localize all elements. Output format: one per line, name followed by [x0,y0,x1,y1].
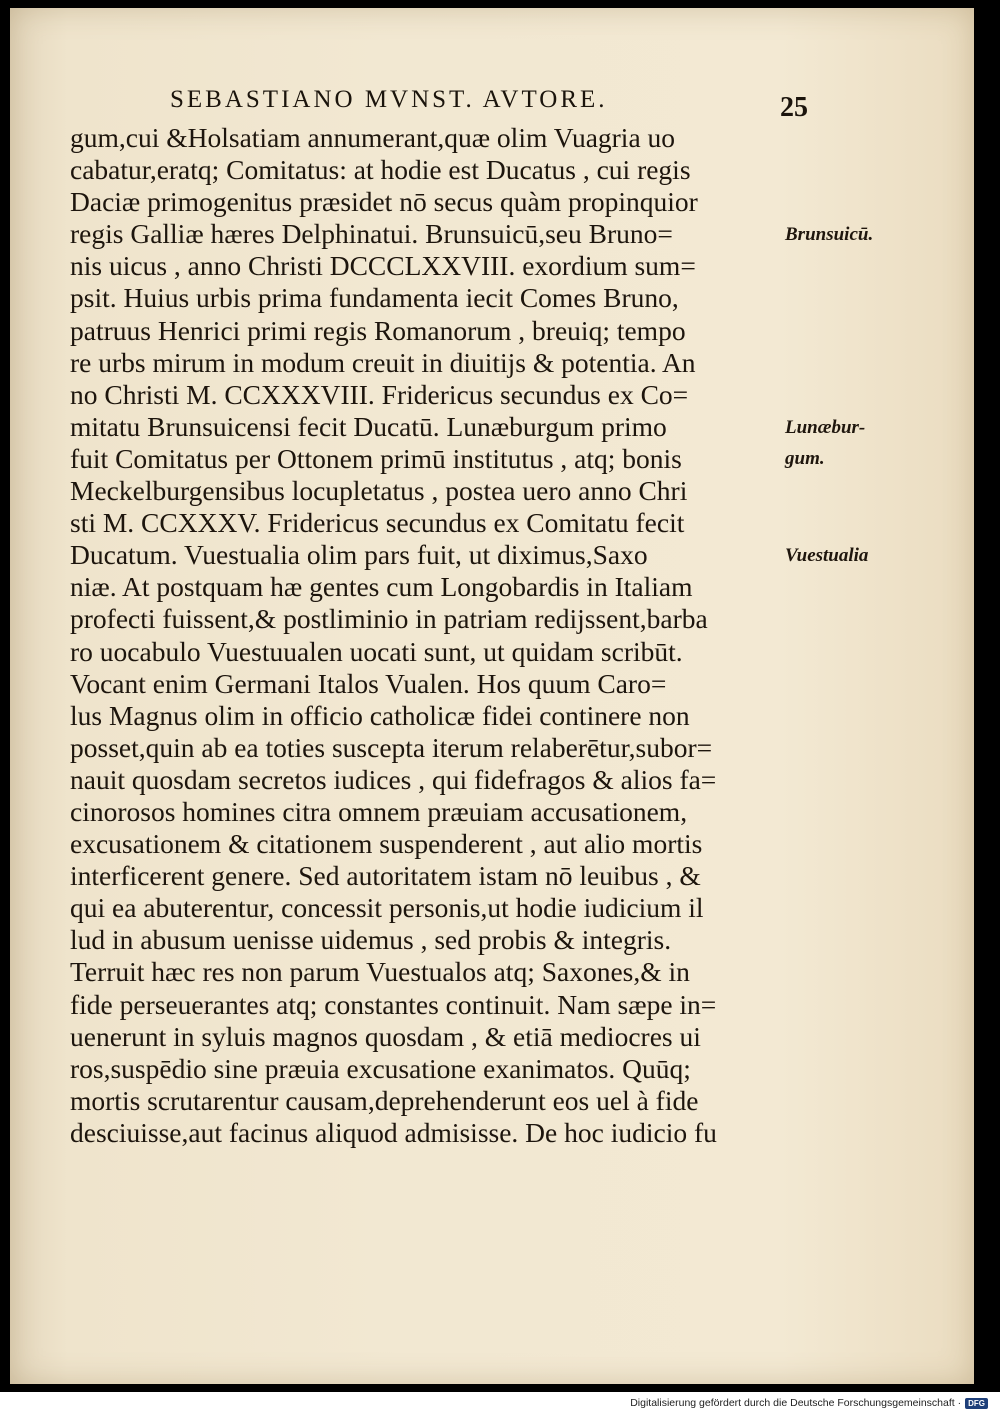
footer-text: Digitalisierung gefördert durch die Deutsche Forschungsgemeinschaft · [630,1397,962,1409]
text-line: ro uocabulo Vuestuualen uocati sunt, ut quidam scribūt. [70,635,683,667]
text-line: mitatu Brunsuicensi fecit Ducatū. Lunæburgum primo [70,410,667,442]
text-line: interficerent genere. Sed autoritatem istam nō leuibus , & [70,860,701,892]
text-line: niæ. At postquam hæ gentes cum Longobardis in Italiam [70,571,693,603]
text-line: re urbs mirum in modum creuit in diuitijs & potentia. An [70,346,696,378]
text-line: ros,suspēdio sine præuia excusatione exanimatos. Quūq; [70,1052,691,1084]
book-page [10,8,974,1384]
text-line: regis Galliæ hæres Delphinatui. Brunsuicū,seu Bruno= [70,218,673,250]
body-text [70,122,780,1149]
text-line: uenerunt in syluis magnos quosdam , & etiā mediocres ui [70,1020,701,1052]
text-line: gum,cui &Holsatiam annumerant,quæ olim Vuagria uo [70,122,676,153]
text-line: Daciæ primogenitus præsidet nō secus quàm propinquior [70,186,698,218]
text-line: cinorosos homines citra omnem præuiam accusationem, [70,795,688,827]
text-line: desciuisse,aut facinus aliquod admisisse. De hoc iudicio fu [70,1116,717,1148]
text-line: nauit quosdam secretos iudices , qui fidefragos & alios fa= [70,763,717,795]
text-line: Terruit hæc res non parum Vuestualos atq; Saxones,& in [70,956,690,988]
text-line: Vocant enim Germani Italos Vualen. Hos quum Caro= [70,667,667,699]
text-line: cabatur,eratq; Comitatus: at hodie est Ducatus , cui regis [70,154,691,186]
text-line: posset,quin ab ea toties suscepta iterum relaberētur,subor= [70,731,713,763]
text-line: patruus Henrici primi regis Romanorum , breuiq; tempo [70,314,686,346]
text-line: lud in abusum uenisse uidemus , sed probis & integris. [70,924,672,956]
text-line: qui ea abuterentur, concessit personis,ut hodie iudicium il [70,892,704,924]
marginal-note-vuestualia: Vuestualia [785,545,869,566]
text-line: fuit Comitatus per Ottonem primū institutus , atq; bonis [70,442,682,474]
page-number: 25 [780,92,808,123]
marginal-note-lunaeburgum-cont: gum. [785,448,825,469]
marginal-note-lunaeburgum: Lunæbur- [785,417,866,438]
text-line: profecti fuissent,& postliminio in patriam redijssent,barba [70,603,708,635]
text-line: no Christi M. CCXXXVIII. Fridericus secundus ex Co= [70,378,689,410]
marginal-note-brunsuicum: Brunsuicū. [785,224,874,245]
text-line: excusationem & citationem suspenderent , aut alio mortis [70,828,703,860]
text-line: nis uicus , anno Christi DCCCLXXVIII. exordium sum= [70,250,696,282]
dfg-logo: DFG [965,1398,988,1409]
text-line: lus Magnus olim in officio catholicæ fidei continere non [70,699,690,731]
text-line: mortis scrutarentur causam,deprehenderunt eos uel à fide [70,1084,699,1116]
text-line: fide perseuerantes atq; constantes continuit. Nam sæpe in= [70,988,717,1020]
text-line: psit. Huius urbis prima fundamenta iecit Comes Bruno, [70,282,679,314]
footer-credit [630,1397,988,1409]
text-line: Meckelburgensibus locupletatus , postea uero anno Chri [70,475,688,507]
running-head: SEBASTIANO MVNST. AVTORE. [170,86,608,113]
text-line: Ducatum. Vuestualia olim pars fuit, ut diximus,Saxo [70,539,648,571]
text-line: sti M. CCXXXV. Fridericus secundus ex Comitatu fecit [70,507,685,539]
